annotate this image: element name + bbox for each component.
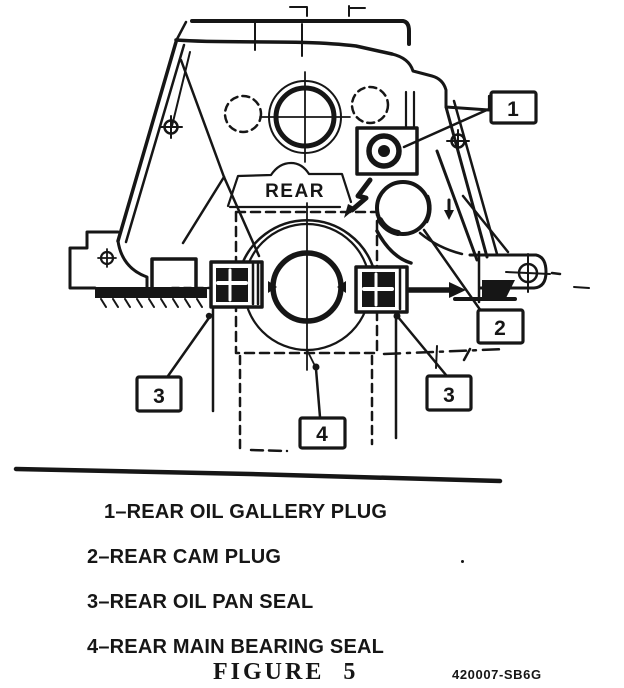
left-shoulder-ribs	[118, 42, 259, 256]
callout-3-right-number: 3	[443, 384, 455, 407]
top-center-bore	[260, 72, 350, 162]
callout-2-number: 2	[494, 317, 506, 340]
oil-pan-dashed-outline	[236, 212, 505, 451]
callout-4	[300, 418, 345, 448]
dashed-bore-right	[352, 87, 388, 123]
callout-1	[491, 92, 536, 123]
left-flange	[70, 232, 212, 307]
legend	[87, 501, 387, 659]
figure-caption: FIGURE 5	[213, 659, 359, 685]
legend-item: 1–REAR OIL GALLERY PLUG	[104, 501, 388, 523]
callout-2	[478, 310, 523, 343]
legend-item: 2–REAR CAM PLUG	[87, 546, 282, 568]
dashed-bore-left	[225, 96, 261, 132]
legend-item: 4–REAR MAIN BEARING SEAL	[87, 636, 385, 658]
rear-cam-plug	[377, 182, 462, 263]
callout-3-right	[427, 376, 471, 410]
right-bolt-boss	[447, 130, 469, 152]
block-top-profile	[176, 21, 511, 110]
print-speck	[461, 560, 464, 563]
callout-3-left	[137, 377, 181, 411]
top-edge-marks	[290, 6, 365, 16]
flow-arrow	[409, 282, 466, 298]
callout-1-number: 1	[507, 98, 519, 121]
callout-3-left-number: 3	[153, 385, 165, 408]
document-number: 420007-SB6G	[452, 667, 542, 682]
rear-direction-label: REAR	[265, 181, 325, 202]
right-flange	[455, 252, 589, 302]
legend-item: 3–REAR OIL PAN SEAL	[87, 591, 314, 613]
divider-rule	[16, 469, 500, 481]
callout-4-number: 4	[316, 423, 328, 446]
right-shoulder-ribs	[437, 101, 508, 260]
